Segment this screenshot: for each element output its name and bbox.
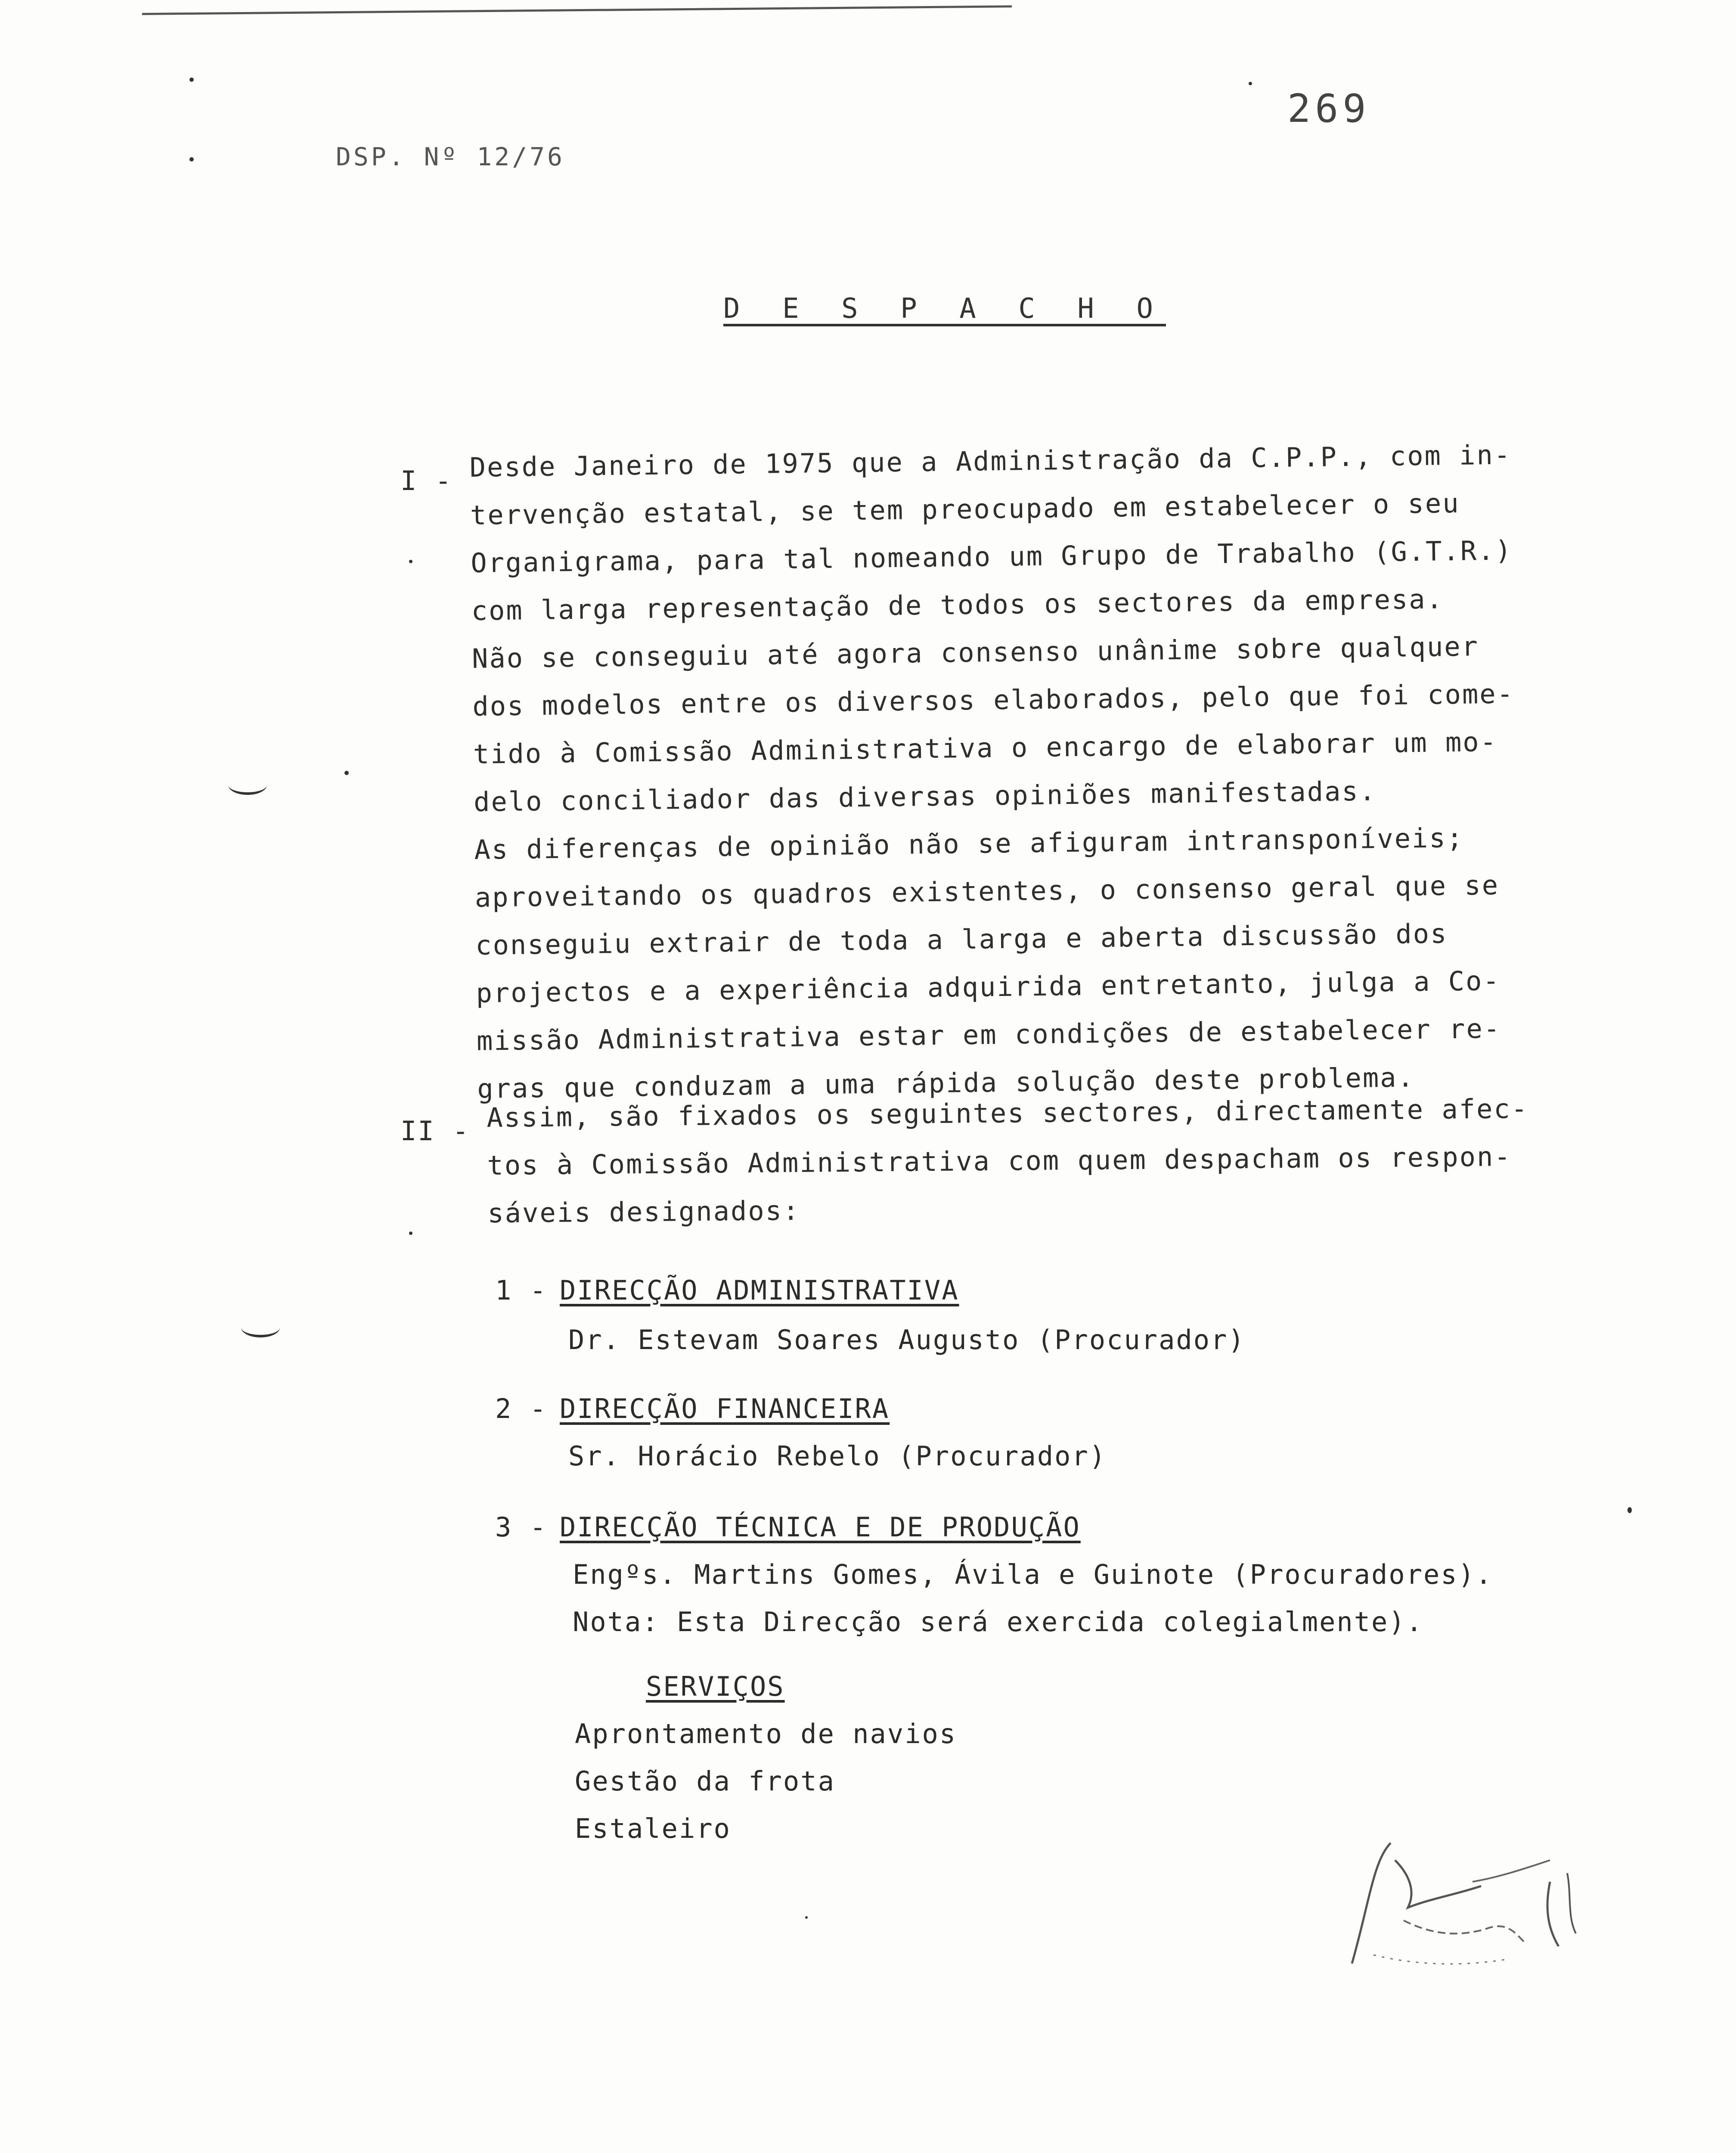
section-1-line: Organigrama, para tal nomeando um Grupo de Trabalho (G.T.R.) <box>470 534 1513 579</box>
scan-edge-line <box>142 5 1012 18</box>
directorate-1-name: DIRECÇÃO ADMINISTRATIVA <box>560 1275 959 1306</box>
section-1-line: projectos e a experiência adquirida entretanto, julga a Co- <box>476 965 1501 1009</box>
section-1-line: conseguiu extrair de toda a larga e aberta discussão dos <box>475 918 1448 961</box>
section-1-number: I - <box>400 465 453 496</box>
service-item: Aprontamento de navios <box>575 1718 957 1750</box>
section-1-line: dos modelos entre os diversos elaborados, pelo que foi come- <box>472 678 1515 722</box>
binder-mark <box>241 1318 280 1337</box>
directorate-2-number: 2 - <box>495 1393 547 1424</box>
directorate-2-heading <box>495 1393 890 1424</box>
signature-icon <box>1343 1834 1602 1981</box>
service-item: Gestão da frota <box>575 1765 835 1797</box>
section-1-line: tido à Comissão Administrativa o encargo de elaborar um mo- <box>473 726 1498 770</box>
section-1-line: aproveitando os quadros existentes, o consenso geral que se <box>474 869 1500 913</box>
section-1-text <box>469 431 1528 1113</box>
directorate-2-responsible: Sr. Horácio Rebelo (Procurador) <box>568 1440 1107 1472</box>
service-item: Estaleiro <box>575 1813 731 1844</box>
directorate-1-number: 1 - <box>495 1275 547 1306</box>
section-1-line: com larga representação de todos os sectores da empresa. <box>471 583 1444 627</box>
scan-speck <box>1249 82 1252 85</box>
scan-speck <box>1628 1507 1632 1513</box>
page-number: 269 <box>1287 86 1370 131</box>
scan-speck <box>805 1916 808 1919</box>
directorate-3-responsible: Engºs. Martins Gomes, Ávila e Guinote (Procuradores). <box>573 1559 1493 1590</box>
section-2-text <box>487 1085 1530 1237</box>
section-2-line: Assim, são fixados os seguintes sectores, directamente afec- <box>487 1092 1529 1133</box>
section-1-line: Não se conseguiu até agora consenso unânime sobre qualquer <box>471 630 1479 674</box>
directorate-3-number: 3 - <box>495 1511 547 1543</box>
directorate-1-responsible: Dr. Estevam Soares Augusto (Procurador) <box>568 1324 1246 1356</box>
binder-mark <box>228 775 267 795</box>
section-1-line: As diferenças de opinião não se afiguram intransponíveis; <box>474 822 1464 866</box>
directorate-3-note: Nota: Esta Direcção será exercida colegialmente). <box>573 1606 1424 1638</box>
scan-speck <box>189 78 194 82</box>
document-title: D E S P A C H O <box>723 293 1166 325</box>
directorate-1-heading <box>495 1275 959 1306</box>
directorate-2-name: DIRECÇÃO FINANCEIRA <box>560 1393 890 1424</box>
section-2-line: tos à Comissão Administrativa com quem despacham os respon- <box>487 1141 1512 1181</box>
section-1-line: missão Administrativa estar em condições de estabelecer re- <box>476 1012 1501 1057</box>
scan-speck <box>409 560 412 563</box>
section-1-line: gras que conduzam a uma rápida solução deste problema. <box>477 1061 1415 1104</box>
scan-speck <box>189 157 194 161</box>
directorate-3-name: DIRECÇÃO TÉCNICA E DE PRODUÇÃO <box>560 1511 1081 1543</box>
section-2-line: sáveis designados: <box>487 1194 800 1229</box>
document-reference: DSP. Nº 12/76 <box>336 142 565 171</box>
section-1-line: delo conciliador das diversas opiniões manifestadas. <box>473 775 1377 818</box>
services-title: SERVIÇOS <box>646 1671 785 1702</box>
section-2-number: II - <box>400 1115 470 1147</box>
directorate-3-heading <box>495 1511 1081 1543</box>
scan-speck <box>344 771 349 775</box>
section-1-line: Desde Janeiro de 1975 que a Administração da C.P.P., com in- <box>469 439 1512 483</box>
section-1-line: tervenção estatal, se tem preocupado em estabelecer o seu <box>470 487 1460 531</box>
scan-speck <box>409 1232 412 1235</box>
